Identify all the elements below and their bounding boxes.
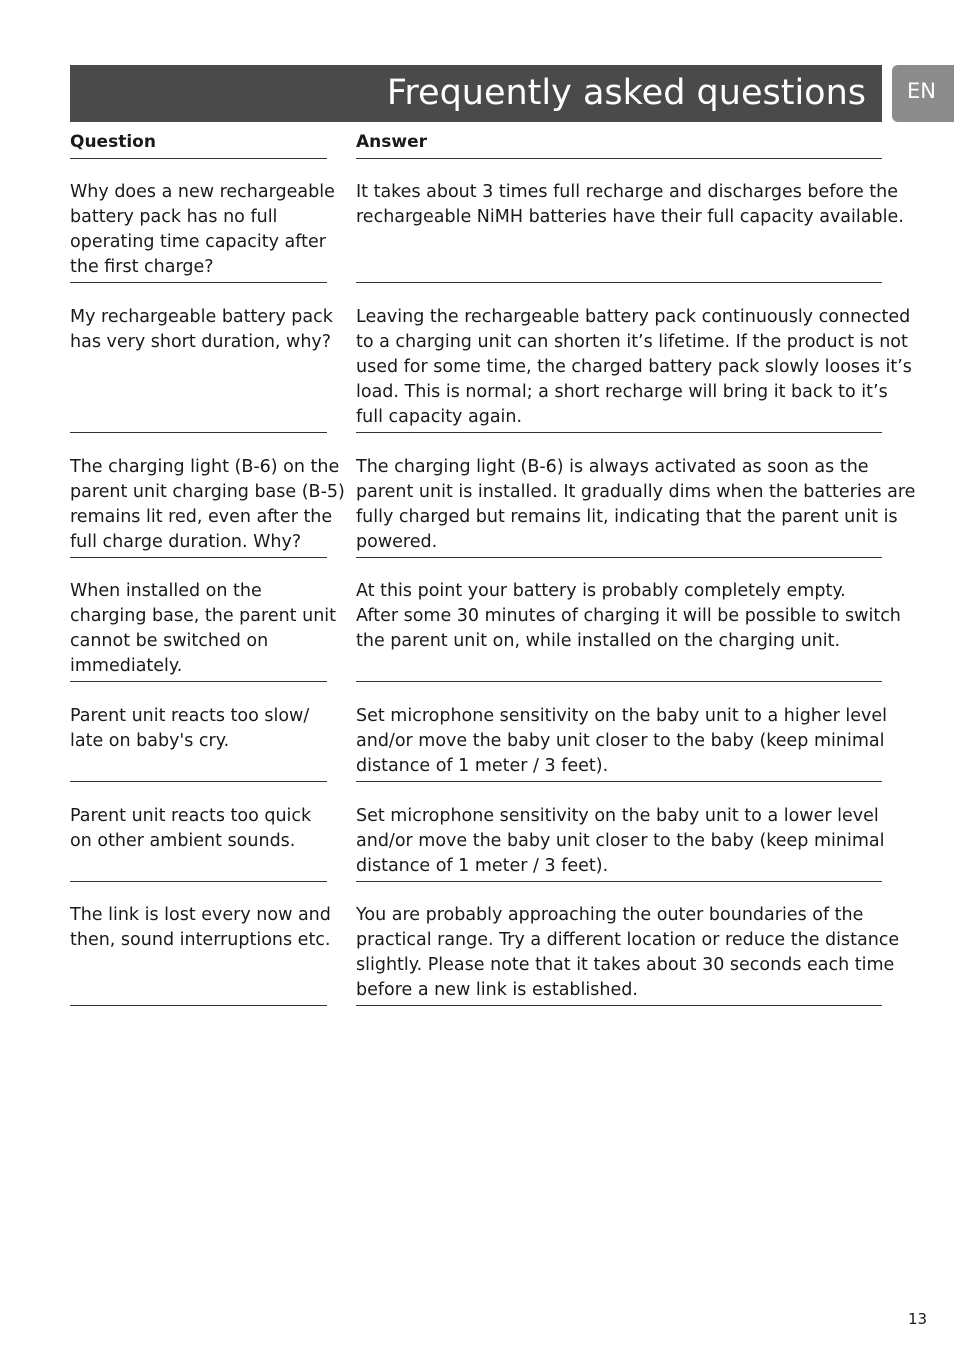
faq-answer xyxy=(356,704,887,779)
faq-answer xyxy=(356,180,904,230)
answer-line: At this point your battery is probably completely empty. xyxy=(356,581,846,601)
answer-line: parent unit is installed. It gradually dims when the batteries are xyxy=(356,482,916,502)
question-line: The link is lost every now and xyxy=(70,905,331,925)
answer-line: used for some time, the charged battery pack slowly looses it’s xyxy=(356,357,912,377)
answer-line: powered. xyxy=(356,532,438,552)
faq-question xyxy=(70,804,311,854)
question-line: When installed on the xyxy=(70,581,262,601)
faq-question xyxy=(70,455,345,555)
answer-line: before a new link is established. xyxy=(356,980,638,1000)
question-line: Parent unit reacts too slow/ xyxy=(70,706,310,726)
question-line: cannot be switched on xyxy=(70,631,269,651)
language-label: EN xyxy=(907,79,936,103)
answer-line: and/or move the baby unit closer to the baby (keep minimal xyxy=(356,731,885,751)
answer-line: slightly. Please note that it takes about 30 seconds each time xyxy=(356,955,895,975)
question-line: operating time capacity after xyxy=(70,232,326,252)
question-line: Why does a new rechargeable xyxy=(70,182,335,202)
question-line: My rechargeable battery pack xyxy=(70,307,333,327)
answer-row-rule xyxy=(356,1005,882,1006)
faq-answer xyxy=(356,305,912,430)
answer-column-header: Answer xyxy=(356,132,427,152)
faq-answer xyxy=(356,455,915,555)
question-row-rule xyxy=(70,1005,327,1006)
question-line: late on baby's cry. xyxy=(70,731,230,751)
answer-line: Set microphone sensitivity on the baby unit to a lower level xyxy=(356,806,879,826)
question-line: charging base, the parent unit xyxy=(70,606,337,626)
question-header-rule xyxy=(70,158,327,159)
faq-answer xyxy=(356,804,884,879)
answer-row-rule xyxy=(356,781,882,782)
answer-line: load. This is normal; a short recharge will bring it back to it’s xyxy=(356,382,888,402)
question-line: full charge duration. Why? xyxy=(70,532,302,552)
answer-line: Leaving the rechargeable battery pack continuously connected xyxy=(356,307,911,327)
answer-line: The charging light (B-6) is always activated as soon as the xyxy=(356,457,869,477)
question-row-rule xyxy=(70,881,327,882)
answer-line: to a charging unit can shorten it’s lifetime. If the product is not xyxy=(356,332,908,352)
question-row-rule xyxy=(70,432,327,433)
answer-line: Set microphone sensitivity on the baby unit to a higher level xyxy=(356,706,888,726)
faq-answer xyxy=(356,579,901,654)
question-column-header: Question xyxy=(70,132,156,152)
title-bar xyxy=(70,65,882,122)
answer-line: fully charged but remains lit, indicating that the parent unit is xyxy=(356,507,898,527)
answer-line: It takes about 3 times full recharge and discharges before the xyxy=(356,182,899,202)
question-line: Parent unit reacts too quick xyxy=(70,806,312,826)
question-line: then, sound interruptions etc. xyxy=(70,930,331,950)
answer-line: and/or move the baby unit closer to the baby (keep minimal xyxy=(356,831,885,851)
question-row-rule xyxy=(70,781,327,782)
answer-row-rule xyxy=(356,432,882,433)
answer-row-rule xyxy=(356,681,882,682)
answer-row-rule xyxy=(356,557,882,558)
answer-line: After some 30 minutes of charging it will be possible to switch xyxy=(356,606,901,626)
question-line: has very short duration, why? xyxy=(70,332,332,352)
answer-line: rechargeable NiMH batteries have their full capacity available. xyxy=(356,207,904,227)
page-number: 13 xyxy=(908,1310,928,1328)
faq-question xyxy=(70,579,336,679)
page-title: Frequently asked questions xyxy=(386,73,866,113)
faq-question xyxy=(70,903,331,953)
answer-row-rule xyxy=(356,881,882,882)
answer-header-rule xyxy=(356,158,882,159)
answer-line: distance of 1 meter / 3 feet). xyxy=(356,856,609,876)
question-row-rule xyxy=(70,557,327,558)
language-tab xyxy=(892,65,954,122)
question-line: on other ambient sounds. xyxy=(70,831,296,851)
answer-line: practical range. Try a different location or reduce the distance xyxy=(356,930,900,950)
question-row-rule xyxy=(70,681,327,682)
faq-question xyxy=(70,305,333,355)
question-row-rule xyxy=(70,282,327,283)
question-line: immediately. xyxy=(70,656,183,676)
faq-answer xyxy=(356,903,899,1003)
answer-line: You are probably approaching the outer boundaries of the xyxy=(356,905,864,925)
answer-line: distance of 1 meter / 3 feet). xyxy=(356,756,609,776)
question-line: battery pack has no full xyxy=(70,207,278,227)
answer-line: the parent unit on, while installed on the charging unit. xyxy=(356,631,841,651)
question-line: The charging light (B-6) on the xyxy=(70,457,340,477)
question-line: parent unit charging base (B-5) xyxy=(70,482,345,502)
answer-row-rule xyxy=(356,282,882,283)
question-line: the first charge? xyxy=(70,257,214,277)
answer-line: full capacity again. xyxy=(356,407,523,427)
question-line: remains lit red, even after the xyxy=(70,507,333,527)
faq-question xyxy=(70,180,335,280)
faq-question xyxy=(70,704,309,754)
